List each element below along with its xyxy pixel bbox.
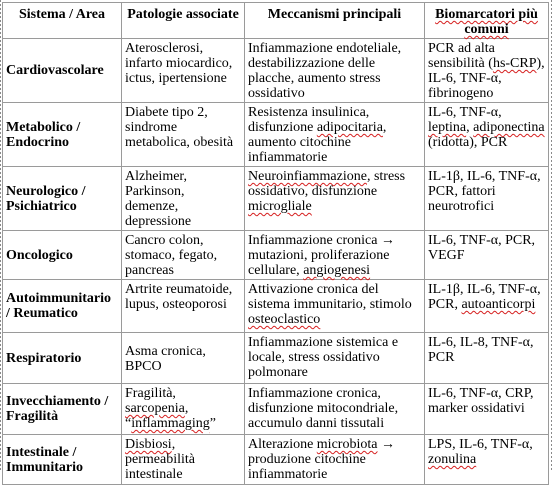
cell-area: Metabolico / Endocrino xyxy=(3,103,122,167)
cell-patologie: Artrite reumatoide, lupus, osteoporosi xyxy=(122,280,245,333)
header-sistema-area: Sistema / Area xyxy=(3,3,122,39)
cell-meccanismi: Infiammazione cronica, disfunzione mitocondriale, accumulo danni tissutali xyxy=(245,384,425,435)
cell-patologie: Alzheimer, Parkinson, demenze, depressione xyxy=(122,167,245,231)
text-segment: , “ xyxy=(125,401,189,431)
cell-patologie: Aterosclerosi, infarto miocardico, ictus, ipertensione xyxy=(122,39,245,103)
text-segment: Resistenza insulinica, disfunzione xyxy=(248,105,370,135)
cell-biomarcatori xyxy=(425,280,549,333)
header-row xyxy=(3,3,549,39)
cell-area: Autoimmunitario / Reumatico xyxy=(3,280,122,333)
spellcheck-word: adiponectina xyxy=(473,120,545,135)
cell-patologie xyxy=(122,384,245,435)
cell-biomarcatori: IL-6, IL-8, TNF-α, PCR xyxy=(425,333,549,384)
cell-area: Oncologico xyxy=(3,231,122,280)
spellcheck-word: zonulina xyxy=(428,452,477,467)
cell-area: Respiratorio xyxy=(3,333,122,384)
cell-area: Invecchiamento / Fragilità xyxy=(3,384,122,435)
cell-patologie xyxy=(122,435,245,485)
text-segment: , stress ossidativo, disfunzione xyxy=(248,169,406,199)
cell-meccanismi xyxy=(245,231,425,280)
table-row xyxy=(3,39,549,103)
cell-biomarcatori xyxy=(425,435,549,485)
cell-biomarcatori xyxy=(425,103,549,167)
cell-meccanismi xyxy=(245,280,425,333)
text-segment: Infiammazione cronica → mutazioni, proliferazione cellulare, xyxy=(248,233,395,278)
table-row xyxy=(3,384,549,435)
cell-meccanismi: Infiammazione endoteliale, destabilizzazione delle placche, aumento stress ossidativo xyxy=(245,39,425,103)
cell-meccanismi: Infiammazione sistemica e locale, stress ossidativo polmonare xyxy=(245,333,425,384)
pathology-table xyxy=(2,2,549,485)
text-segment: Alterazione xyxy=(248,437,317,452)
header-patologie: Patologie associate xyxy=(122,3,245,39)
spellcheck-word: hs-CRP xyxy=(492,56,537,71)
spellcheck-word: adipocitaria xyxy=(316,120,383,135)
cell-area: Intestinale / Immunitario xyxy=(3,435,122,485)
text-segment: , permeabilità intestinale xyxy=(125,437,195,482)
cell-area: Cardiovascolare xyxy=(3,39,122,103)
spellcheck-word: angiogenesi xyxy=(303,263,371,278)
spellcheck-word: sarcopenia xyxy=(125,401,185,416)
spellcheck-word: microgliale xyxy=(248,199,312,214)
spellcheck-word: Neuroinfiammazione xyxy=(248,169,367,184)
cell-area: Neurologico / Psichiatrico xyxy=(3,167,122,231)
text-segment: IL-1β, IL-6, TNF-α, PCR, xyxy=(428,282,541,312)
table-row xyxy=(3,231,549,280)
cell-patologie: Diabete tipo 2, sindrome metabolica, obesità xyxy=(122,103,245,167)
spellcheck-word: Disbiosi xyxy=(125,437,172,452)
header-biomarcatori-label: Biomarcatori più comuni xyxy=(435,7,538,37)
cell-patologie: Asma cronica, BPCO xyxy=(122,333,245,384)
text-segment: , aumento citochine infiammatorie xyxy=(248,120,387,165)
spellcheck-word: inflammaging xyxy=(131,416,210,431)
text-segment: , xyxy=(466,120,474,135)
cell-biomarcatori xyxy=(425,39,549,103)
header-meccanismi: Meccanismi principali xyxy=(245,3,425,39)
header-biomarcatori xyxy=(425,3,549,39)
cell-meccanismi xyxy=(245,167,425,231)
cell-meccanismi xyxy=(245,435,425,485)
cell-patologie: Cancro colon, stomaco, fegato, pancreas xyxy=(122,231,245,280)
table-row xyxy=(3,167,549,231)
cell-biomarcatori: IL-6, TNF-α, PCR, VEGF xyxy=(425,231,549,280)
text-segment: → produzione citochine infiammatorie xyxy=(248,437,395,482)
text-segment: Attivazione cronica del sistema immunitario, stimolo xyxy=(248,282,412,312)
spellcheck-word: autoanticorpi xyxy=(461,297,536,312)
cell-biomarcatori: IL-6, TNF-α, CRP, marker ossidativi xyxy=(425,384,549,435)
spellcheck-word: leptina xyxy=(428,120,467,135)
cell-meccanismi xyxy=(245,103,425,167)
table-row xyxy=(3,280,549,333)
text-segment: IL-6, TNF-α, xyxy=(428,105,502,120)
table-row xyxy=(3,435,549,485)
text-segment: (ridotta), PCR xyxy=(428,135,508,150)
text-segment: ” xyxy=(209,416,216,431)
spellcheck-word: microbiota xyxy=(316,437,378,452)
text-segment: ), IL-6, TNF-α, fibrinogeno xyxy=(428,56,545,101)
table-row xyxy=(3,333,549,384)
table-row xyxy=(3,103,549,167)
text-segment: Fragilità, xyxy=(125,386,176,401)
text-segment: PCR ad alta sensibilità ( xyxy=(428,41,495,71)
cell-biomarcatori: IL-1β, IL-6, TNF-α, PCR, fattori neurotrofici xyxy=(425,167,549,231)
spellcheck-word: osteoclastico xyxy=(248,312,321,327)
text-segment: LPS, IL-6, TNF-α, xyxy=(428,437,533,452)
